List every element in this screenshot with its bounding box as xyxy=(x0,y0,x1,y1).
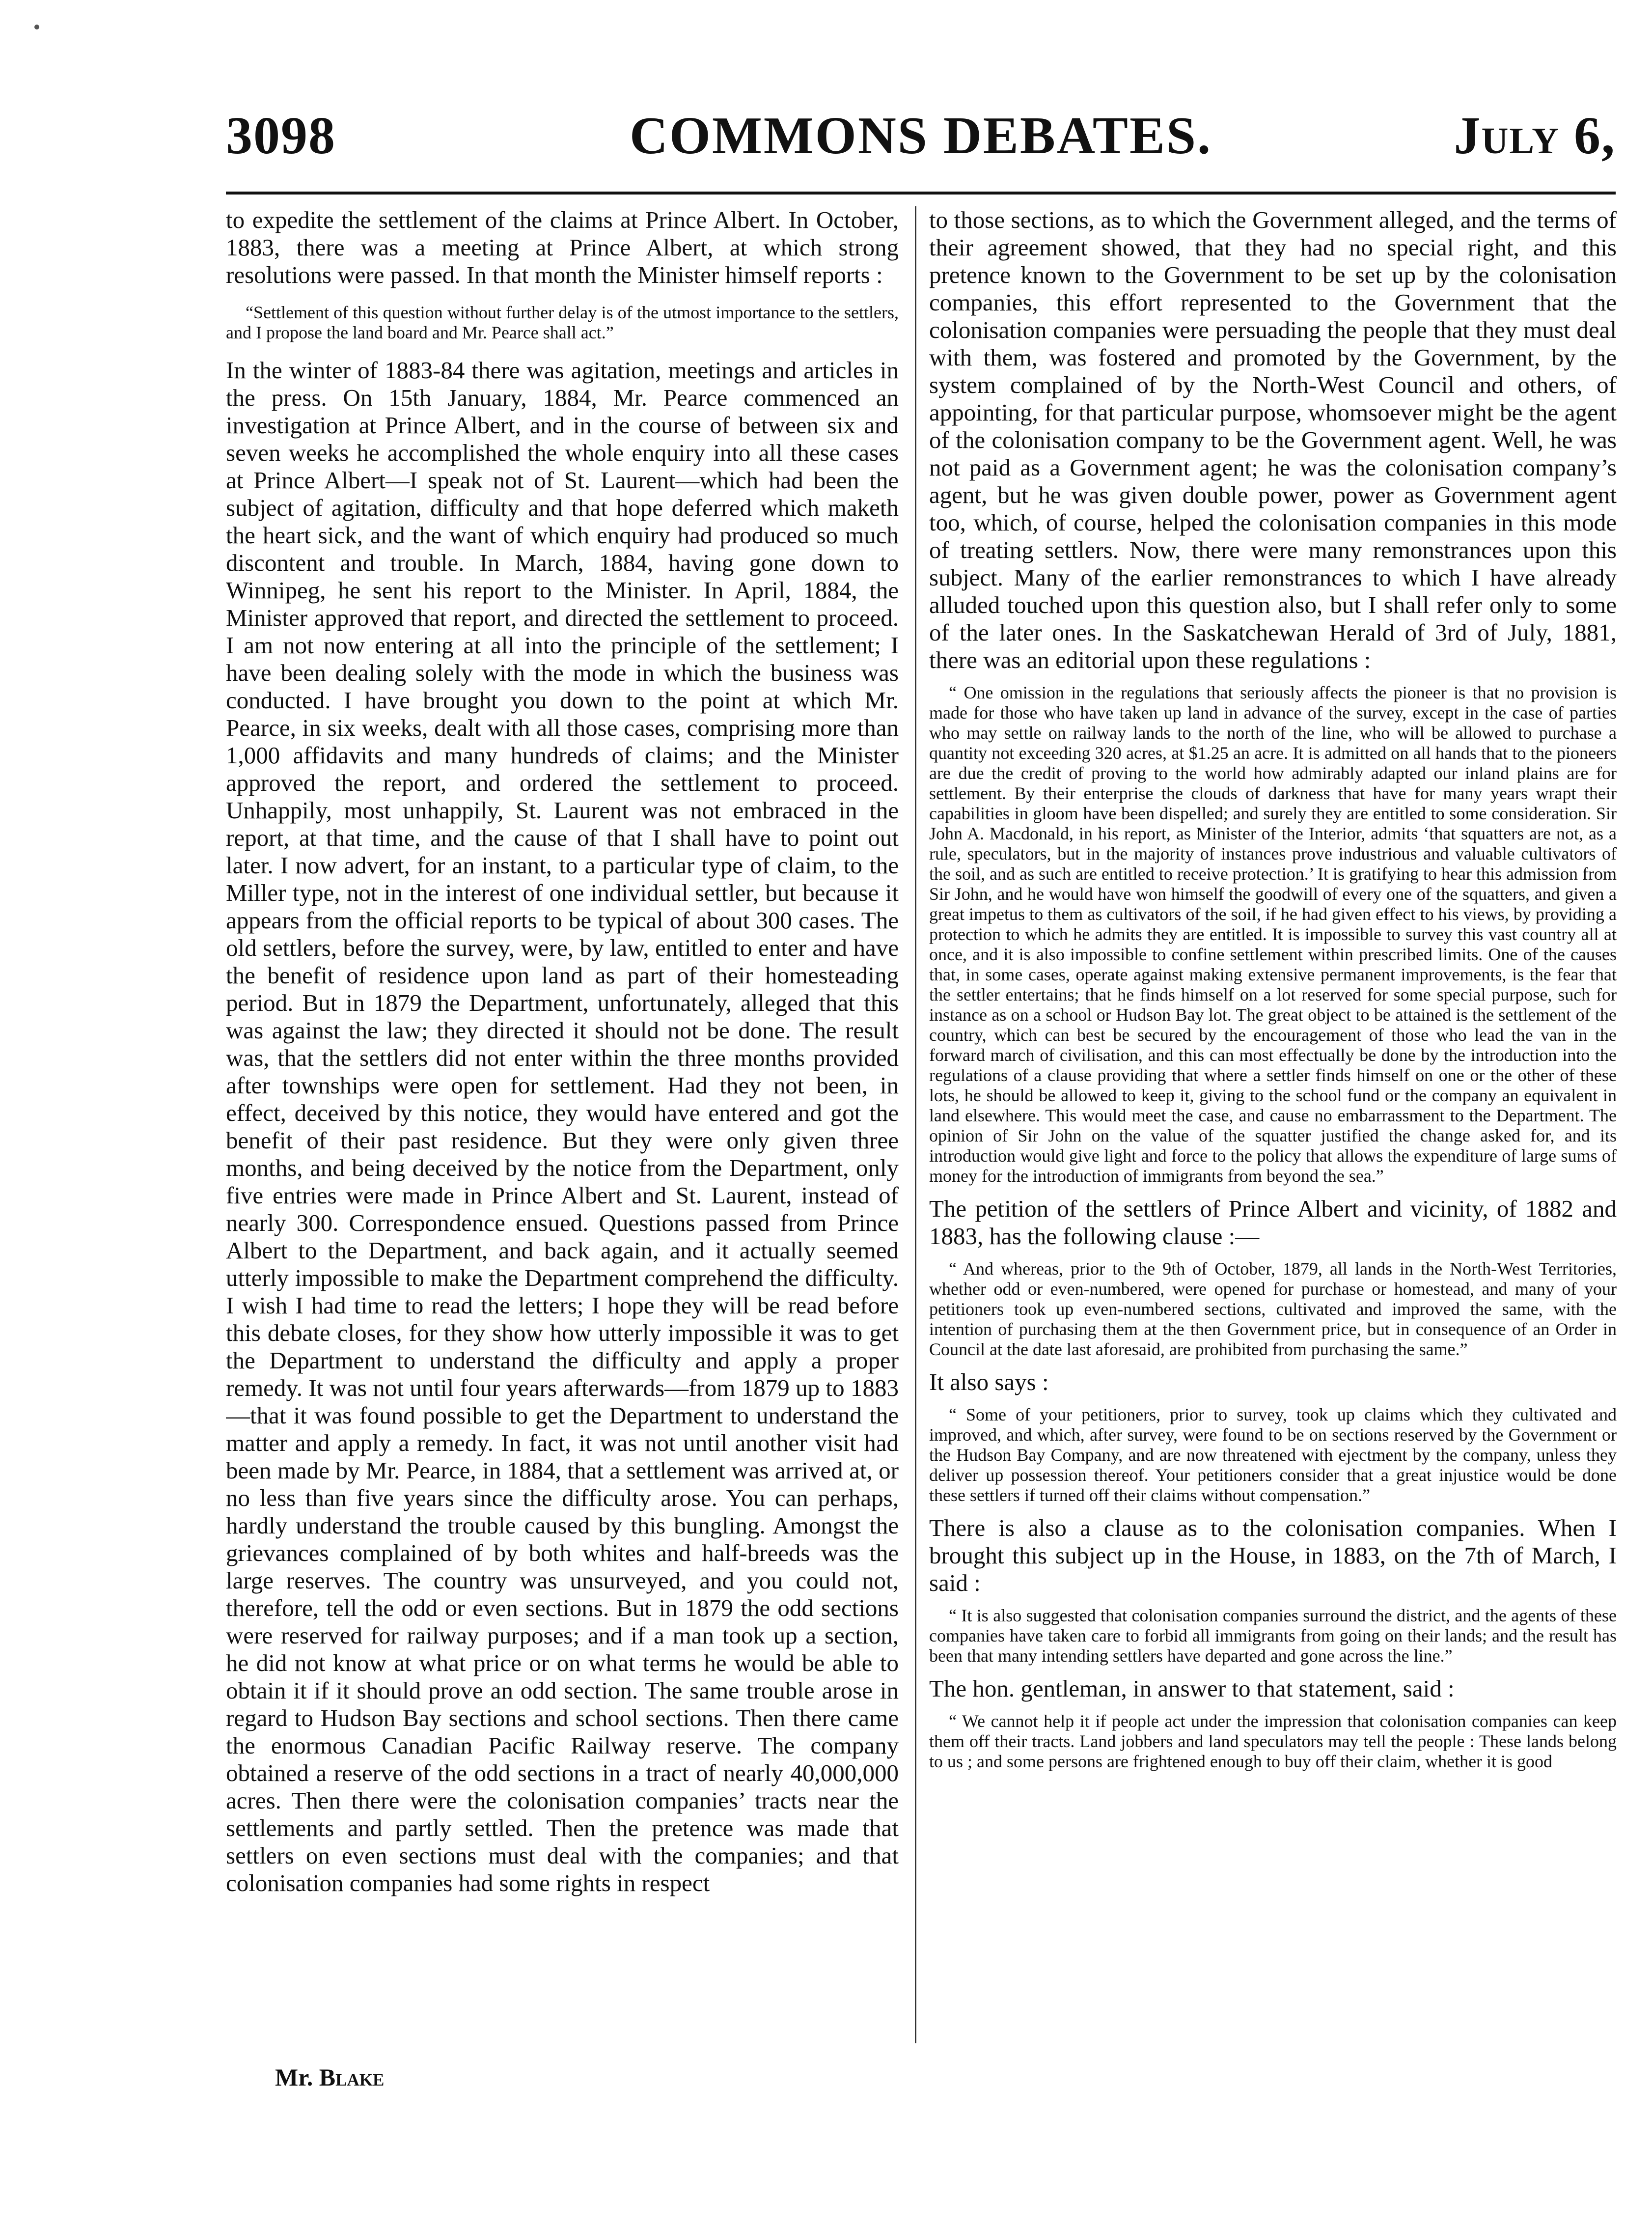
right-quote-3: “ Some of your petitioners, prior to survey, took up claims which they cultivated and improved, and which, after survey, were found to be on sections reserved by the Government or the Hudson Bay Company, and are now threatened with ejectment by the company, unless they deliver up possession thereof. Your petitioners consider that a great injustice would be done these settlers if turned off their claims without compensation.” xyxy=(929,1405,1617,1505)
right-column xyxy=(929,206,1617,2053)
right-paragraph-1: to those sections, as to which the Government alleged, and the terms of their agreement showed, that they had no special right, and this pretence known to the Government to be set up by the colonisation companies, this effort represented to the Government that the colonisation companies were persuading the people that they must deal with them, was fostered and promoted by the Government, by the system complained of by the North-West Council and others, of appointing, for that particular purpose, whomsoever might be the agent of the colonisation company to be the Government agent. Well, he was not paid as a Government agent; he was the colonisation company’s agent, but he was given double power, power as Government agent too, which, of course, helped the colonisation companies in this mode of treating settlers. Now, there were many remonstrances upon this subject. Many of the earlier remonstrances to which I have already alluded touched upon this question also, but I shall refer only to some of the later ones. In the Saskatchewan Herald of 3rd of July, 1881, there was an editorial upon these regulations : xyxy=(929,206,1617,673)
signature-name: Blake xyxy=(319,2063,385,2091)
right-quote-2: “ And whereas, prior to the 9th of October, 1879, all lands in the North-West Territories, whether odd or even-numbered, were opened for purchase or homestead, and many of your petitioners took up even-numbered sections, cultivated and improved the same, with the intention of purchasing them at the then Government price, but in consequence of an Order in Council at the date last aforesaid, are prohibited from purchasing the same.” xyxy=(929,1259,1617,1359)
right-quote-1: “ One omission in the regulations that seriously affects the pioneer is that no provision is made for those who have taken up land in advance of the survey, except in the case of parties who may settle on railway lands to the north of the line, who will be allowed to purchase a quantity not exceeding 320 acres, at $1.25 an acre. It is admitted on all hands that to the pioneers are due the credit of proving to the world how admirably adapted our inland plains are for settlement. By their enterprise the clouds of darkness that have for many years wrapt their capabilities in gloom have been dispelled; and surely they are entitled to some consideration. Sir John A. Macdonald, in his report, as Minister of the Interior, admits ‘that squatters are not, as a rule, speculators, but in the majority of instances prove industrious and valuable cultivators of the soil, and as such are entitled to receive protection.’ It is gratifying to hear this admission from Sir John, and he would have won himself the goodwill of every one of the squatters, and given a great impetus to them as cultivators of the soil, if he had given effect to his views, by providing a protection to which he admits they are entitled. It is impossible to survey this vast country all at once, and it is also impossible to confine settlement within prescribed limits. One of the causes that, in some cases, operate against making extensive permanent improvements, is the fear that the settler entertains; that he finds himself on a lot reserved for some special purpose, such for instance as on a school or Hudson Bay lot. The great object to be attained is the settlement of the country, which can best be secured by the encouragement of those who lead the van in the forward march of civilisation, and this can most effectually be done by the introduction into the regulations of a clause providing that where a settler finds himself on one or the other of these lots, he should be allowed to keep it, giving to the school fund or the company an equivalent in land elsewhere. This would meet the case, and cause no embarrassment to the Department. The opinion of Sir John on the value of the squatter justified the change asked for, and its introduction would give light and force to the policy that allows the expenditure of large sums of money for the introduction of immigrants from beyond the sea.” xyxy=(929,683,1617,1186)
left-quote-1: “Settlement of this question without further delay is of the utmost importance to the settlers, and I propose the land board and Mr. Pearce shall act.” xyxy=(226,303,899,342)
right-paragraph-5: The hon. gentleman, in answer to that statement, said : xyxy=(929,1675,1455,1702)
right-paragraph-2: The petition of the settlers of Prince Albert and vicinity, of 1882 and 1883, has the following clause :— xyxy=(929,1195,1617,1250)
header-date: July 6, xyxy=(1454,107,1616,165)
right-paragraph-3: It also says : xyxy=(929,1368,1049,1395)
page-number: 3098 xyxy=(226,107,336,165)
page-header xyxy=(226,106,1616,179)
header-rule xyxy=(226,192,1616,195)
right-quote-5: “ We cannot help it if people act under the impression that colonisation companies can keep them off their tracts. Land jobbers and land speculators may tell the people : These lands belong to us ; and some persons are frightened enough to buy off their claim, whether it is good xyxy=(929,1711,1617,1771)
column-divider xyxy=(915,206,916,2043)
left-paragraph-1: to expedite the settlement of the claims at Prince Albert. In October, 1883, there was a meeting at Prince Albert, at which strong resolutions were passed. In that month the Minister himself reports : xyxy=(226,206,899,288)
right-paragraph-4: There is also a clause as to the colonisation companies. When I brought this subject up in the House, in 1883, on the 7th of March, I said : xyxy=(929,1514,1617,1596)
right-quote-4: “ It is also suggested that colonisation companies surround the district, and the agents of these companies have taken care to forbid all immigrants from going on their lands; and the result has been that many intending settlers have departed and gone across the line.” xyxy=(929,1606,1617,1666)
left-column xyxy=(226,206,899,2053)
left-paragraph-2: In the winter of 1883-84 there was agitation, meetings and articles in the press. On 15th January, 1884, Mr. Pearce commenced an investigation at Prince Albert, and in the course of between six and seven weeks he accomplished the whole enquiry into all these cases at Prince Albert—I speak not of St. Laurent—which had been the subject of agitation, difficulty and that hope deferred which maketh the heart sick, and the want of which enquiry had produced so much discontent and trouble. In March, 1884, having gone down to Winnipeg, he sent his report to the Minister. In April, 1884, the Minister approved that report, and directed the settlement to proceed. I am not now entering at all into the principle of the settlement; I have been dealing solely with the mode in which the business was conducted. I have brought you down to the point at which Mr. Pearce, in six weeks, dealt with all those cases, comprising more than 1,000 affidavits and many hundreds of claims; and the Minister approved the report, and ordered the settlement to proceed. Unhappily, most unhappily, St. Laurent was not embraced in the report, at that time, and the cause of that I shall have to point out later. I now advert, for an instant, to a particular type of claim, to the Miller type, not in the interest of one individual settler, but because it appears from the official reports to be typical of about 300 cases. The old settlers, before the survey, were, by law, entitled to enter and have the benefit of residence upon land as part of their homesteading period. But in 1879 the Department, unfortunately, alleged that this was against the law; they directed it should not be done. The result was, that the settlers did not enter within the three months provided after townships were open for settlement. Had they not been, in effect, deceived by this notice, they would have entered and got the benefit of their past residence. But they were only given three months, and being deceived by the notice from the Department, only five entries were made in Prince Albert and St. Laurent, instead of nearly 300. Correspondence ensued. Questions passed from Prince Albert to the Department, and back again, and it actually seemed utterly impossible to make the Department comprehend the difficulty. I wish I had time to read the letters; I hope they will be read before this debate closes, for they show how utterly impossible it was to get the Department to understand the difficulty and apply a proper remedy. It was not until four years afterwards—from 1879 up to 1883—that it was found possible to get the Department to understand the matter and apply a remedy. In fact, it was not until another visit had been made by Mr. Pearce, in 1884, that a settlement was arrived at, or no less than five years since the difficulty arose. You can perhaps, hardly understand the trouble caused by this bungling. Amongst the grievances complained of by both whites and half-breeds was the large reserves. The country was unsurveyed, and you could not, therefore, tell the odd or even sections. But in 1879 the odd sections were reserved for railway purposes; and if a man took up a section, he did not know at what price or on what terms he would be able to obtain it if it should prove an odd section. The same trouble arose in regard to Hudson Bay sections and school sections. Then there came the enormous Canadian Pacific Railway reserve. The company obtained a reserve of the odd sections in a tract of nearly 40,000,000 acres. Then there were the colonisation companies’ tracts near the settlements and partly settled. Then the pretence was made that settlers on even sections must deal with the companies; and that colonisation companies had some rights in respect xyxy=(226,357,899,1896)
signature-prefix: Mr. xyxy=(275,2063,319,2091)
speaker-signature xyxy=(275,2063,384,2091)
stray-mark xyxy=(34,25,39,29)
journal-title: COMMONS DEBATES. xyxy=(629,107,1212,165)
